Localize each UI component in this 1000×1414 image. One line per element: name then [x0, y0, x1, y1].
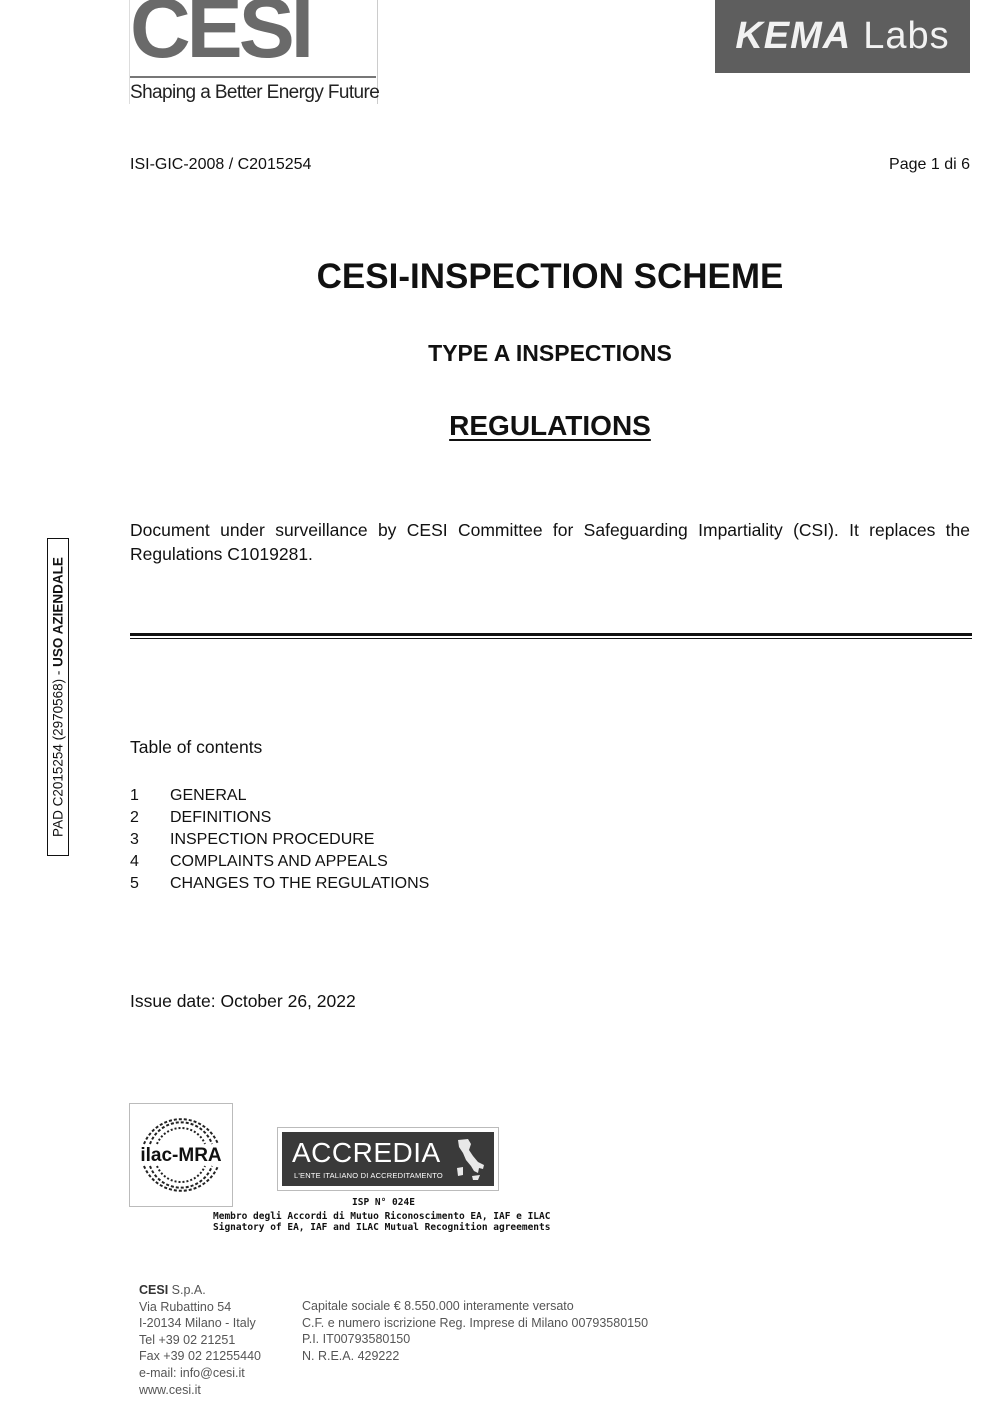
toc-item[interactable]	[130, 785, 429, 807]
toc-item-label: DEFINITIONS	[170, 809, 272, 826]
toc-item[interactable]	[130, 873, 429, 895]
footer-legal-info	[302, 1298, 648, 1364]
footer-address-street: Via Rubattino 54	[139, 1299, 232, 1314]
footer-phone: Tel +39 02 21251	[139, 1332, 236, 1347]
divider-thin	[130, 638, 972, 639]
toc-item-number: 2	[130, 809, 139, 826]
toc-item-number: 1	[130, 787, 139, 804]
footer-share-capital: Capitale sociale € 8.550.000 interamente versato	[302, 1299, 574, 1313]
document-subtitle: TYPE A INSPECTIONS	[428, 340, 672, 366]
toc-item-label: GENERAL	[170, 787, 247, 804]
ilac-mra-icon	[130, 1104, 232, 1206]
side-stamp-text	[51, 557, 66, 837]
cesi-tagline: Shaping a Better Energy Future	[130, 82, 380, 103]
toc-item-label: INSPECTION PROCEDURE	[170, 831, 375, 848]
italy-map-icon	[454, 1138, 488, 1182]
surveillance-paragraph: Document under surveillance by CESI Committee for Safeguarding Impartiality (CSI). It replaces the Regulations C1019281.	[130, 520, 970, 564]
document-code: ISI-GIC-2008 / C2015254	[130, 156, 312, 173]
mra-text-english: Signatory of EA, IAF and ILAC Mutual Recognition agreements	[213, 1222, 551, 1233]
footer-fax: Fax +39 02 21255440	[139, 1349, 261, 1364]
accredia-logo	[277, 1127, 499, 1191]
side-stamp-bold: USO AZIENDALE	[50, 557, 66, 667]
toc-item[interactable]	[130, 807, 429, 829]
footer-vat: P.I. IT00793580150	[302, 1332, 411, 1347]
footer-company-address	[139, 1282, 261, 1398]
regulations-heading	[130, 410, 970, 442]
toc-item[interactable]	[130, 829, 429, 851]
accredia-subtitle: L'ENTE ITALIANO DI ACCREDITAMENTO	[294, 1171, 443, 1180]
toc-heading: Table of contents	[130, 737, 263, 757]
footer-company-suffix: S.p.A.	[168, 1283, 206, 1297]
toc-item[interactable]	[130, 851, 429, 873]
issue-date: Issue date: October 26, 2022	[130, 991, 356, 1011]
footer-company-bold: CESI	[139, 1283, 169, 1297]
footer-rea: N. R.E.A. 429222	[302, 1348, 400, 1363]
footer-company-name	[139, 1282, 261, 1299]
footer-website[interactable]: www.cesi.it	[139, 1382, 201, 1397]
side-stamp-prefix: PAD C2015254 (2970568) -	[50, 666, 66, 837]
cesi-logo-rule	[130, 76, 376, 78]
kema-logo-word: KEMA	[735, 15, 852, 57]
document-title: CESI-INSPECTION SCHEME	[316, 257, 784, 296]
toc-list	[130, 785, 429, 895]
kema-labs-logo	[715, 0, 970, 73]
ilac-mra-label: ilac-MRA	[140, 1145, 222, 1166]
cesi-logo	[129, 0, 378, 104]
ilac-mra-logo	[129, 1103, 233, 1207]
divider-thick	[130, 633, 972, 636]
toc-item-number: 5	[130, 875, 139, 892]
footer-email[interactable]: e-mail: info@cesi.it	[139, 1365, 245, 1380]
toc-item-label: COMPLAINTS AND APPEALS	[170, 853, 388, 870]
labs-logo-word: Labs	[863, 15, 950, 57]
cesi-logo-word: CESI	[130, 0, 311, 75]
isp-number: ISP N° 024E	[352, 1197, 415, 1208]
toc-item-number: 4	[130, 853, 139, 870]
side-stamp	[47, 538, 69, 856]
toc-item-label: CHANGES TO THE REGULATIONS	[170, 875, 430, 892]
footer-address-city: I-20134 Milano - Italy	[139, 1316, 256, 1331]
accredia-word: ACCREDIA	[292, 1137, 441, 1168]
footer-registration: C.F. e numero iscrizione Reg. Imprese di Milano 00793580150	[302, 1315, 649, 1330]
page-number: Page 1 di 6	[889, 156, 970, 173]
mra-text-italian: Membro degli Accordi di Mutuo Riconoscimento EA, IAF e ILAC	[213, 1211, 551, 1222]
regulations-heading-text: REGULATIONS	[449, 410, 651, 441]
toc-item-number: 3	[130, 831, 139, 848]
accredia-logo-panel	[282, 1132, 494, 1186]
